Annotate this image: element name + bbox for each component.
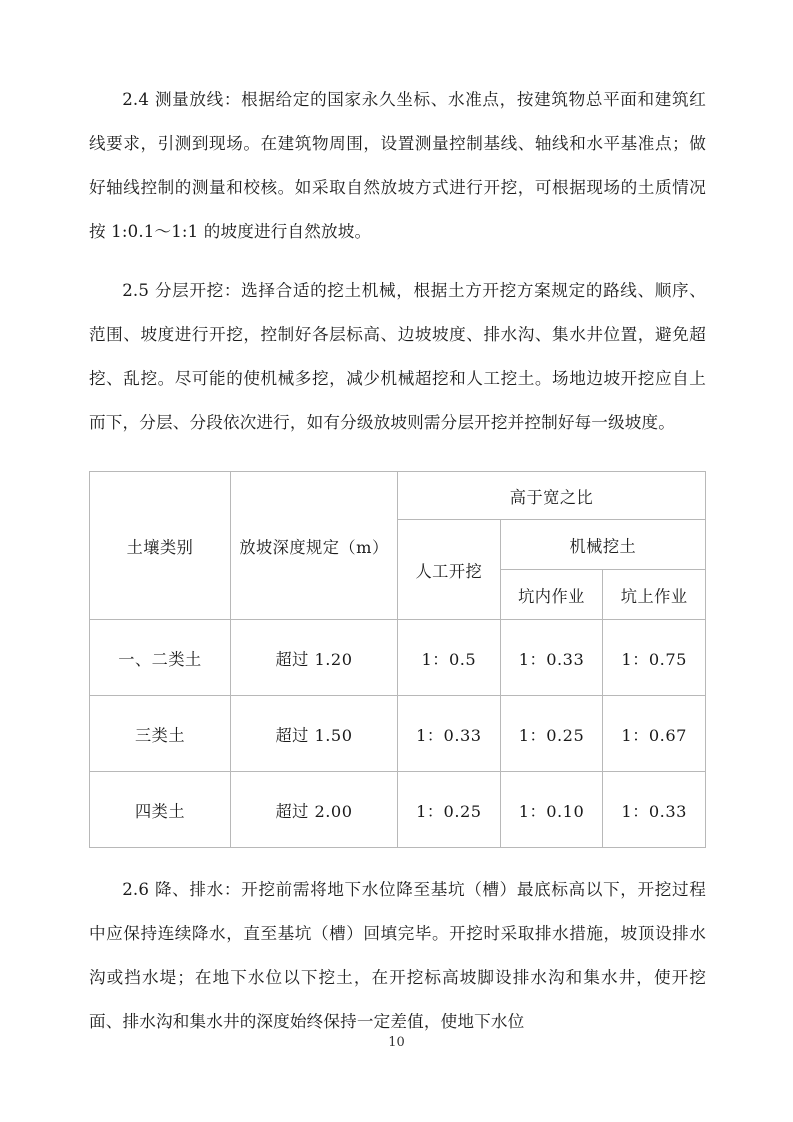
cell-soil-type: 四类土 xyxy=(90,772,231,848)
cell-in-pit: 1：0.25 xyxy=(500,696,603,772)
header-slope-depth: 放坡深度规定（m） xyxy=(231,472,398,620)
paragraph-2-5: 2.5 分层开挖：选择合适的挖土机械，根据土方开挖方案规定的路线、顺序、范围、坡度进行开挖，控制好各层标高、边坡坡度、排水沟、集水井位置，避免超挖、乱挖。尽可能的使机械多挖，减少机械超挖和人工挖土。场地边坡开挖应自上而下，分层、分段依次进行，如有分级放坡则需分层开挖并控制好每一级坡度。 xyxy=(89,281,706,432)
table-row xyxy=(90,696,706,772)
paragraph-2-4: 2.4 测量放线：根据给定的国家永久坐标、水准点，按建筑物总平面和建筑红线要求，引测到现场。在建筑物周围，设置测量控制基线、轴线和水平基准点；做好轴线控制的测量和校核。如采取自然放坡方式进行开挖，可根据现场的土质情况按 1:0.1～1:1 的坡度进行自然放坡。 xyxy=(89,90,706,241)
cell-slope-depth: 超过 1.50 xyxy=(231,696,398,772)
cell-manual: 1：0.33 xyxy=(398,696,501,772)
paragraph-2-6: 2.6 降、排水：开挖前需将地下水位降至基坑（槽）最底标高以下，开挖过程中应保持连续降水，直至基坑（槽）回填完毕。开挖时采取排水措施，坡顶设排水沟或挡水堤；在地下水位以下挖土，在开挖标高坡脚设排水沟和集水井，使开挖面、排水沟和集水井的深度始终保持一定差值，使地下水位 xyxy=(89,880,706,1031)
header-soil-type: 土壤类别 xyxy=(90,472,231,620)
cell-on-pit: 1：0.67 xyxy=(603,696,706,772)
cell-manual: 1：0.25 xyxy=(398,772,501,848)
header-manual-excavation: 人工开挖 xyxy=(398,520,501,620)
cell-slope-depth: 超过 2.00 xyxy=(231,772,398,848)
cell-on-pit: 1：0.33 xyxy=(603,772,706,848)
cell-slope-depth: 超过 1.20 xyxy=(231,620,398,696)
table-header-row-1 xyxy=(90,472,706,520)
page-content xyxy=(89,78,706,1044)
cell-on-pit: 1：0.75 xyxy=(603,620,706,696)
slope-ratio-table xyxy=(89,471,706,848)
cell-soil-type: 三类土 xyxy=(90,696,231,772)
table-row xyxy=(90,772,706,848)
page-number: 10 xyxy=(388,1035,405,1050)
header-ratio-group: 高于宽之比 xyxy=(398,472,706,520)
header-on-pit: 坑上作业 xyxy=(603,570,706,620)
header-machine-excavation: 机械挖土 xyxy=(500,520,705,570)
cell-in-pit: 1：0.10 xyxy=(500,772,603,848)
cell-soil-type: 一、二类土 xyxy=(90,620,231,696)
table-row xyxy=(90,620,706,696)
cell-in-pit: 1：0.33 xyxy=(500,620,603,696)
cell-manual: 1：0.5 xyxy=(398,620,501,696)
header-in-pit: 坑内作业 xyxy=(500,570,603,620)
